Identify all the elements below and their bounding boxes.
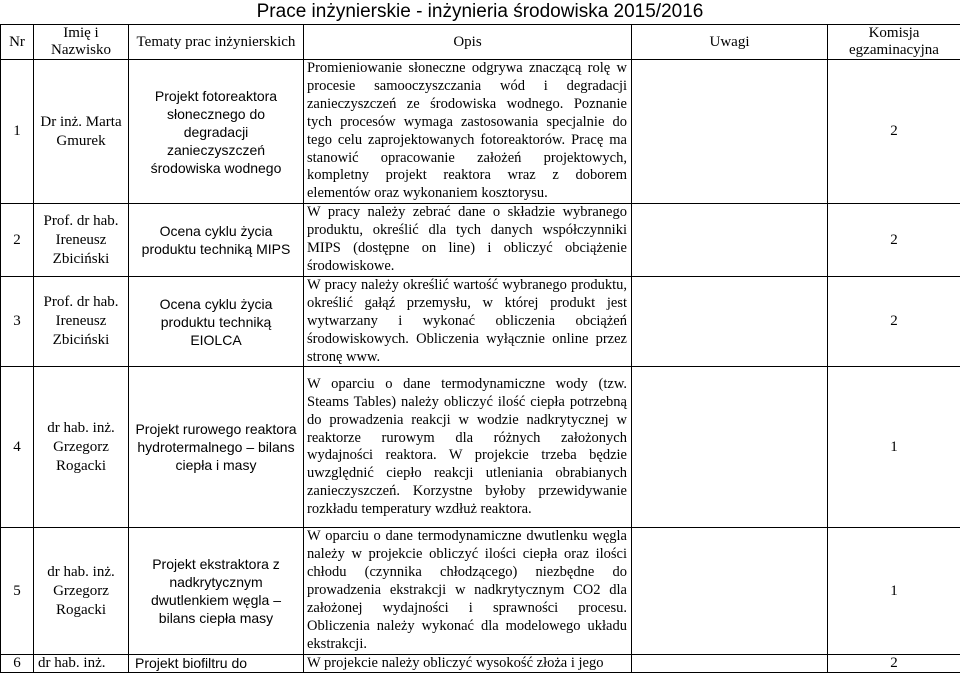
row-notes — [632, 367, 828, 528]
header-topic: Tematy prac inżynierskich — [129, 25, 304, 60]
row-commission: 1 — [828, 367, 960, 528]
row-commission: 1 — [828, 528, 960, 654]
page-title: Prace inżynierskie - inżynieria środowiska 2015/2016 — [0, 0, 960, 24]
row-notes — [632, 204, 828, 277]
row-commission: 2 — [828, 654, 960, 672]
table-row — [1, 528, 960, 654]
header-commission: Komisja egzaminacyjna — [828, 25, 960, 60]
row-nr: 2 — [1, 204, 34, 277]
row-notes — [632, 654, 828, 672]
table-row — [1, 276, 960, 367]
row-nr: 1 — [1, 60, 34, 204]
row-name: Prof. dr hab. Ireneusz Zbiciński — [34, 276, 129, 367]
theses-table — [0, 24, 960, 673]
header-nr: Nr — [1, 25, 34, 60]
row-name: dr hab. inż. — [34, 654, 129, 672]
row-description: W oparciu o dane termodynamiczne dwutlenku węgla należy w projekcie obliczyć ilości ciepła oraz ilości chłodu (czynnika chłodzącego) niezbędne do prowadzenia ekstrakcji w nadkrytycznym CO2 dla założonej wydajności i sprawności procesu. Obliczenia należy wykonać dla modelowego układu ekstrakcji. — [304, 528, 632, 654]
table-row — [1, 204, 960, 277]
table-row — [1, 60, 960, 204]
row-topic: Projekt rurowego reaktora hydrotermalnego – bilans ciepła i masy — [129, 367, 304, 528]
row-nr: 5 — [1, 528, 34, 654]
row-description: W oparciu o dane termodynamiczne wody (tzw. Steams Tables) należy obliczyć ilość ciepła potrzebną do prowadzenia reakcji w wodzie nadkrytycznej w reaktorze rurowym dla różnych założonych wydajności reaktora. W projekcie trzeba będzie uwzględnić ciepło reakcji utleniania obrabianych zanieczyszczeń. Korzystne byłoby przewidywanie rozkładu temperatury wzdłuż reaktora. — [304, 367, 632, 528]
row-name: dr hab. inż. Grzegorz Rogacki — [34, 528, 129, 654]
row-topic: Ocena cyklu życia produktu techniką EIOLCA — [129, 276, 304, 367]
table-row — [1, 654, 960, 672]
row-topic: Projekt ekstraktora z nadkrytycznym dwutlenkiem węgla – bilans ciepła masy — [129, 528, 304, 654]
table-row — [1, 367, 960, 528]
row-notes — [632, 276, 828, 367]
header-name: Imię i Nazwisko — [34, 25, 129, 60]
row-commission: 2 — [828, 60, 960, 204]
row-notes — [632, 60, 828, 204]
row-name: Dr inż. Marta Gmurek — [34, 60, 129, 204]
row-topic: Projekt biofiltru do — [129, 654, 304, 672]
header-description: Opis — [304, 25, 632, 60]
row-topic: Ocena cyklu życia produktu techniką MIPS — [129, 204, 304, 277]
row-nr: 6 — [1, 654, 34, 672]
row-description: W projekcie należy obliczyć wysokość złoża i jego — [304, 654, 632, 672]
row-commission: 2 — [828, 204, 960, 277]
row-name: dr hab. inż. Grzegorz Rogacki — [34, 367, 129, 528]
header-notes: Uwagi — [632, 25, 828, 60]
row-commission: 2 — [828, 276, 960, 367]
row-description: Promieniowanie słoneczne odgrywa znaczącą rolę w procesie samooczyszczania wód i degradacji zanieczyszczeń ze środowiska wodnego. Poznanie tych procesów wymaga zastosowania specjalnie do tego celu zaprojektowanych fotoreaktorów. Pracę ma stanowić opracowanie założeń projektowych, kompletny projekt reaktora wraz z doborem elementów oraz wykonaniem kosztorysu. — [304, 60, 632, 204]
row-nr: 4 — [1, 367, 34, 528]
header-row — [1, 25, 960, 60]
row-nr: 3 — [1, 276, 34, 367]
row-description: W pracy należy zebrać dane o składzie wybranego produktu, określić dla tych danych współczynniki MIPS (dostępne on line) i obliczyć obciążenie środowiskowe. — [304, 204, 632, 277]
row-topic: Projekt fotoreaktora słonecznego do degradacji zanieczyszczeń środowiska wodnego — [129, 60, 304, 204]
row-description: W pracy należy określić wartość wybranego produktu, określić gałąź przemysłu, w której produkt jest wytwarzany i wykonać obliczenia obciążeń środowiskowych. Obliczenia wyłącznie online przez stronę www. — [304, 276, 632, 367]
row-notes — [632, 528, 828, 654]
row-name: Prof. dr hab. Ireneusz Zbiciński — [34, 204, 129, 277]
